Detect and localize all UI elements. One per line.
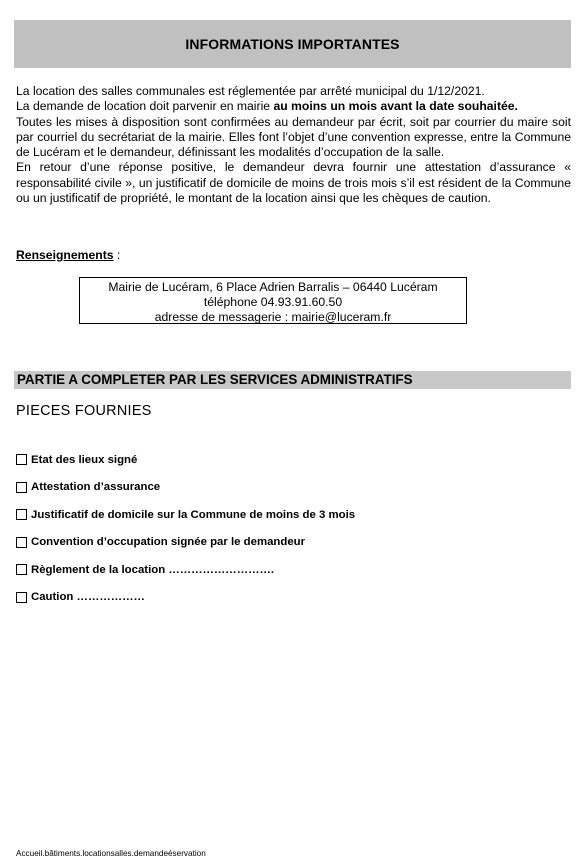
- footer-path: Accueil.bâtiments.locationsalles.demandeéservation: [16, 849, 206, 858]
- renseignements-suffix: :: [113, 248, 121, 262]
- checklist-item-label: Caution ………………: [31, 591, 145, 604]
- checkbox[interactable]: [16, 592, 27, 603]
- intro-paragraph-3: Toutes les mises à disposition sont confirmées au demandeur par écrit, soit par courrier du maire soit par courriel du secrétariat de la mairie. Elles font l’objet d’une convention expresse, entre la Commune de Lucéram et le demandeur, définissant les modalités d’occupation de la salle.: [16, 114, 571, 160]
- intro-line-2-bold: au moins un mois avant la date souhaitée.: [273, 99, 518, 114]
- checklist-item-label: Attestation d’assurance: [31, 481, 161, 494]
- renseignements-heading: [16, 248, 120, 262]
- checkbox[interactable]: [16, 454, 27, 465]
- contact-address: Mairie de Lucéram, 6 Place Adrien Barralis – 06440 Lucéram: [108, 280, 438, 294]
- contact-email: adresse de messagerie : mairie@luceram.fr: [154, 310, 392, 324]
- checklist-item: [16, 529, 536, 557]
- checklist-item-label: Convention d’occupation signée par le demandeur: [31, 536, 306, 549]
- checklist-item: [16, 584, 536, 612]
- checklist-item: [16, 446, 536, 474]
- checklist-item-label: Etat des lieux signé: [31, 453, 138, 466]
- checkbox[interactable]: [16, 482, 27, 493]
- checklist-item: [16, 474, 536, 502]
- checklist-item-label: Règlement de la location ……………………….: [31, 563, 275, 576]
- checklist-item: [16, 501, 536, 529]
- contact-phone: téléphone 04.93.91.60.50: [203, 295, 343, 309]
- checkbox[interactable]: [16, 564, 27, 575]
- pieces-checklist: [16, 446, 536, 611]
- checklist-item: [16, 556, 536, 584]
- pieces-fournies-title: PIECES FOURNIES: [16, 403, 152, 419]
- intro-line-2: [16, 99, 571, 114]
- page-title-band: [14, 20, 571, 68]
- intro-line-1: La location des salles communales est réglementée par arrêté municipal du 1/12/2021.: [16, 84, 485, 98]
- checkbox[interactable]: [16, 509, 27, 520]
- admin-section-title: PARTIE A COMPLETER PAR LES SERVICES ADMINISTRATIFS: [14, 371, 571, 389]
- intro-line-2-start: La demande de location doit parvenir en mairie: [16, 99, 274, 114]
- intro-text: [16, 84, 571, 206]
- contact-box: [79, 277, 467, 324]
- checklist-item-label: Justificatif de domicile sur la Commune de moins de 3 mois: [31, 508, 356, 521]
- intro-paragraph-4: En retour d’une réponse positive, le demandeur devra fournir une attestation d’assurance « responsabilité civile », un justificatif de domicile de moins de trois mois s’il est résident de la Commune ou un justificatif de propriété, le montant de la location ainsi que les chèques de caution.: [16, 160, 571, 206]
- page-title: INFORMATIONS IMPORTANTES: [185, 36, 400, 52]
- renseignements-label: Renseignements: [16, 248, 114, 262]
- checkbox[interactable]: [16, 537, 27, 548]
